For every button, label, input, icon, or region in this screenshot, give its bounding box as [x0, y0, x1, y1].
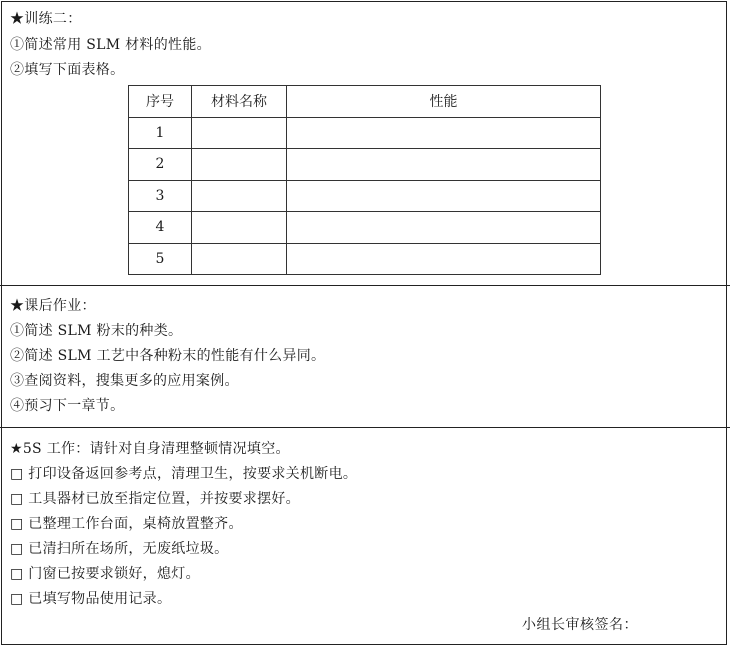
performance-cell[interactable] — [287, 149, 601, 181]
section-divider — [0, 427, 730, 428]
row-index: 3 — [129, 180, 192, 212]
table-row — [129, 149, 601, 181]
checklist-item[interactable]: □ 已整理工作台面，桌椅放置整齐。 — [10, 516, 243, 532]
table-header-row — [129, 86, 601, 118]
row-index: 2 — [129, 149, 192, 181]
material-name-cell[interactable] — [192, 243, 287, 275]
group-leader-signature-label: 小组长审核签名： — [522, 617, 638, 633]
training2-item-2: ②填写下面表格。 — [10, 62, 125, 78]
material-name-cell[interactable] — [192, 180, 287, 212]
training2-heading: ★训练二： — [10, 11, 82, 27]
table-row — [129, 212, 601, 244]
training2-item-1: ①简述常用 SLM 材料的性能。 — [10, 37, 211, 53]
performance-cell[interactable] — [287, 243, 601, 275]
row-index: 5 — [129, 243, 192, 275]
row-index: 1 — [129, 117, 192, 149]
material-name-cell[interactable] — [192, 117, 287, 149]
checklist-item[interactable]: □ 打印设备返回参考点，清理卫生，按要求关机断电。 — [10, 466, 358, 482]
header-performance: 性能 — [287, 86, 601, 118]
work5s-heading: ★5S 工作：请针对自身清理整顿情况填空。 — [10, 441, 290, 457]
homework-item-1: ①简述 SLM 粉末的种类。 — [10, 323, 183, 339]
performance-cell[interactable] — [287, 212, 601, 244]
checklist-item[interactable]: □ 工具器材已放至指定位置，并按要求摆好。 — [10, 491, 300, 507]
homework-item-2: ②简述 SLM 工艺中各种粉末的性能有什么异同。 — [10, 348, 326, 364]
header-index: 序号 — [129, 86, 192, 118]
homework-heading: ★课后作业： — [10, 298, 96, 314]
performance-cell[interactable] — [287, 180, 601, 212]
checklist-item[interactable]: □ 已填写物品使用记录。 — [10, 591, 172, 607]
header-material-name: 材料名称 — [192, 86, 287, 118]
table-row — [129, 117, 601, 149]
homework-item-4: ④预习下一章节。 — [10, 398, 125, 414]
material-name-cell[interactable] — [192, 212, 287, 244]
performance-cell[interactable] — [287, 117, 601, 149]
section-divider — [0, 285, 730, 286]
material-name-cell[interactable] — [192, 149, 287, 181]
material-table — [128, 85, 601, 275]
row-index: 4 — [129, 212, 192, 244]
homework-item-3: ③查阅资料，搜集更多的应用案例。 — [10, 373, 239, 389]
checklist-item[interactable]: □ 已清扫所在场所，无废纸垃圾。 — [10, 541, 229, 557]
table-row — [129, 243, 601, 275]
checklist-item[interactable]: □ 门窗已按要求锁好，熄灯。 — [10, 566, 200, 582]
table-row — [129, 180, 601, 212]
